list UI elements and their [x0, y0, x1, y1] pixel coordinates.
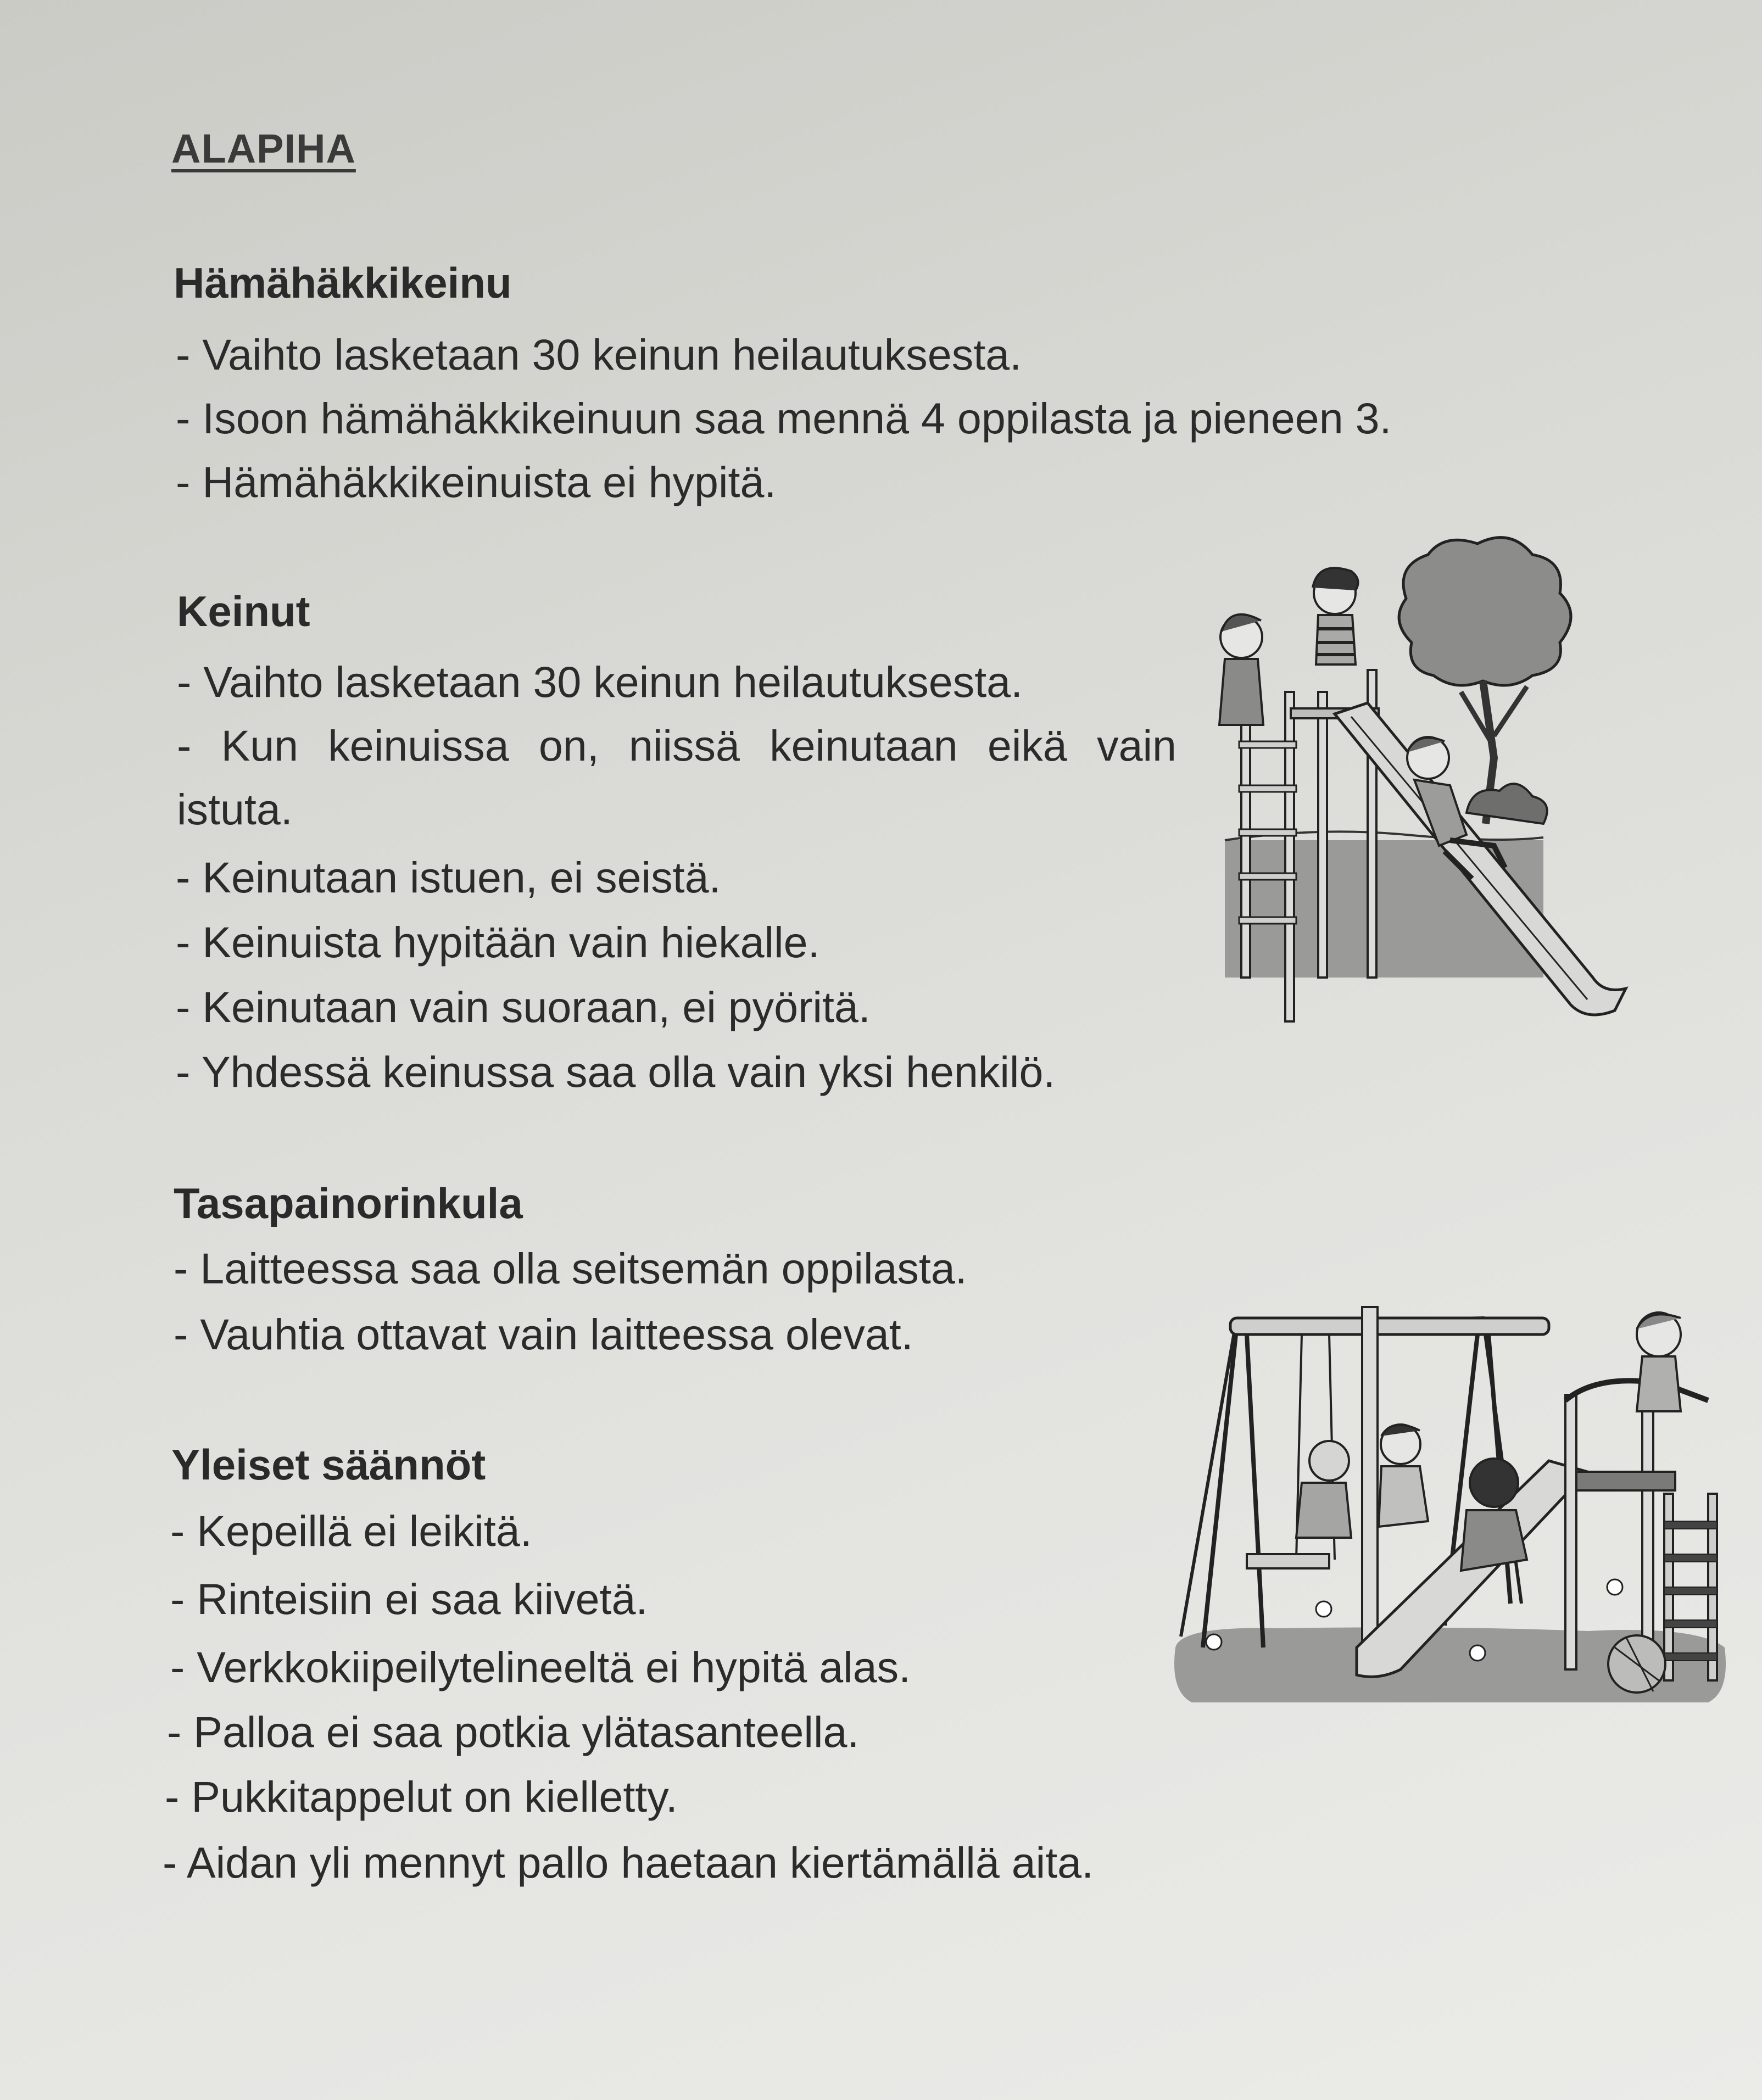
- rule-line: - Keinuista hypitään vain hiekalle.: [176, 918, 820, 967]
- rule-line: - Verkkokiipeilytelineeltä ei hypitä alas.: [170, 1643, 911, 1691]
- section-heading-keinut: Keinut: [177, 587, 310, 635]
- rule-line: - Kepeillä ei leikitä.: [170, 1506, 532, 1555]
- slide-illustration-icon: [1208, 527, 1637, 1054]
- rule-line: - Kun keinuissa on, niissä keinutaan eikä vain: [177, 721, 1176, 770]
- rule-line: - Vauhtia ottavat vain laitteessa olevat.: [174, 1310, 913, 1359]
- rule-line: - Vaihto lasketaan 30 keinun heilautuksesta.: [176, 330, 1022, 379]
- rule-line: - Yhdessä keinussa saa olla vain yksi henkilö.: [176, 1047, 1056, 1096]
- rule-line: - Pukkitappelut on kielletty.: [165, 1772, 678, 1821]
- page-title: ALAPIHA: [171, 126, 356, 171]
- section-heading-yleiset-saannot: Yleiset säännöt: [171, 1440, 486, 1489]
- rule-line: - Laitteessa saa olla seitsemän oppilasta.: [174, 1244, 967, 1293]
- section-heading-tasapainorinkula: Tasapainorinkula: [174, 1179, 523, 1227]
- rule-line: - Vaihto lasketaan 30 keinun heilautuksesta.: [177, 657, 1023, 706]
- swing-set-illustration-icon: [1170, 1296, 1736, 1708]
- rule-line: - Isoon hämähäkkikeinuun saa mennä 4 oppilasta ja pieneen 3.: [176, 394, 1392, 443]
- rule-line: - Keinutaan vain suoraan, ei pyöritä.: [176, 982, 871, 1031]
- rule-line: - Aidan yli mennyt pallo haetaan kiertämällä aita.: [163, 1838, 1094, 1887]
- rule-line: - Hämähäkkikeinuista ei hypitä.: [176, 457, 777, 506]
- rule-line: - Keinutaan istuen, ei seistä.: [176, 853, 721, 902]
- section-heading-hamahakkikeinu: Hämähäkkikeinu: [174, 259, 512, 307]
- rule-line: istuta.: [177, 785, 293, 834]
- rule-line: - Rinteisiin ei saa kiivetä.: [170, 1574, 648, 1623]
- rule-line: - Palloa ei saa potkia ylätasanteella.: [167, 1707, 860, 1756]
